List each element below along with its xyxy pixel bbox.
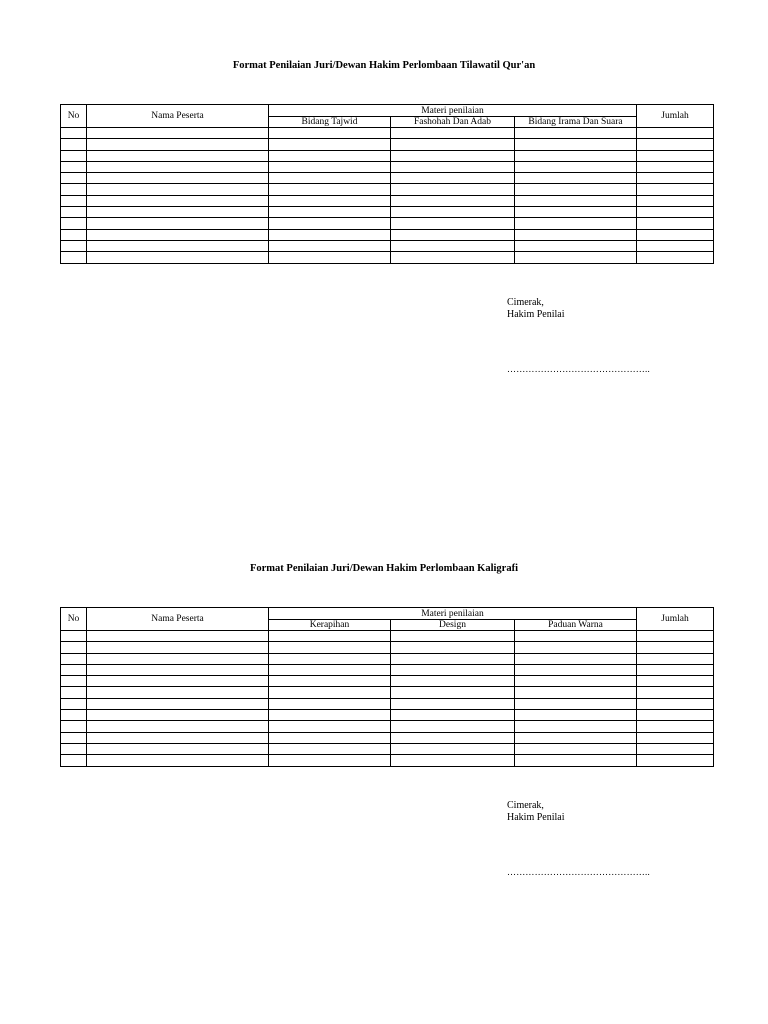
- cell-jumlah: [637, 218, 714, 229]
- cell-score-2: [391, 755, 515, 766]
- cell-score-3: [515, 173, 637, 184]
- signature-block: [507, 297, 565, 321]
- cell-nama-peserta: [87, 161, 269, 172]
- cell-no: [61, 173, 87, 184]
- cell-no: [61, 732, 87, 743]
- table-row: [61, 229, 714, 240]
- cell-jumlah: [637, 642, 714, 653]
- table-row: [61, 732, 714, 743]
- cell-score-1: [269, 252, 391, 263]
- signature-line: ………………………………………..: [507, 867, 650, 877]
- header-materi-penilaian: Materi penilaian: [269, 105, 637, 117]
- cell-score-2: [391, 642, 515, 653]
- signature-place: Cimerak,: [507, 297, 544, 308]
- cell-nama-peserta: [87, 687, 269, 698]
- cell-score-3: [515, 698, 637, 709]
- cell-nama-peserta: [87, 732, 269, 743]
- table-row: [61, 195, 714, 206]
- cell-jumlah: [637, 631, 714, 642]
- cell-score-1: [269, 139, 391, 150]
- cell-no: [61, 755, 87, 766]
- cell-score-1: [269, 664, 391, 675]
- cell-score-2: [391, 721, 515, 732]
- cell-score-2: [391, 139, 515, 150]
- cell-score-3: [515, 687, 637, 698]
- cell-score-1: [269, 161, 391, 172]
- table-row: [61, 743, 714, 754]
- cell-score-3: [515, 252, 637, 263]
- cell-jumlah: [637, 698, 714, 709]
- table-row: [61, 218, 714, 229]
- cell-score-1: [269, 184, 391, 195]
- table-row: [61, 710, 714, 721]
- cell-score-3: [515, 195, 637, 206]
- cell-nama-peserta: [87, 207, 269, 218]
- table-row: [61, 698, 714, 709]
- cell-no: [61, 664, 87, 675]
- cell-score-2: [391, 698, 515, 709]
- cell-score-1: [269, 743, 391, 754]
- signature-line: ………………………………………..: [507, 364, 650, 374]
- cell-score-2: [391, 676, 515, 687]
- cell-score-3: [515, 710, 637, 721]
- cell-jumlah: [637, 653, 714, 664]
- table-row: [61, 139, 714, 150]
- cell-nama-peserta: [87, 150, 269, 161]
- table-row: [61, 240, 714, 251]
- table-row: [61, 207, 714, 218]
- cell-nama-peserta: [87, 676, 269, 687]
- cell-jumlah: [637, 173, 714, 184]
- cell-no: [61, 128, 87, 139]
- cell-no: [61, 743, 87, 754]
- header-nama-peserta: Nama Peserta: [87, 608, 269, 631]
- cell-score-3: [515, 207, 637, 218]
- cell-no: [61, 653, 87, 664]
- header-sub-3: Bidang Irama Dan Suara: [515, 117, 637, 128]
- header-no: No: [61, 608, 87, 631]
- table-row: [61, 150, 714, 161]
- cell-score-3: [515, 755, 637, 766]
- cell-jumlah: [637, 710, 714, 721]
- cell-no: [61, 184, 87, 195]
- cell-score-3: [515, 664, 637, 675]
- cell-nama-peserta: [87, 128, 269, 139]
- cell-jumlah: [637, 676, 714, 687]
- cell-jumlah: [637, 664, 714, 675]
- cell-no: [61, 676, 87, 687]
- cell-score-2: [391, 710, 515, 721]
- cell-score-3: [515, 642, 637, 653]
- cell-score-1: [269, 240, 391, 251]
- cell-score-3: [515, 240, 637, 251]
- cell-no: [61, 631, 87, 642]
- cell-no: [61, 150, 87, 161]
- cell-nama-peserta: [87, 139, 269, 150]
- cell-jumlah: [637, 195, 714, 206]
- cell-score-3: [515, 139, 637, 150]
- cell-nama-peserta: [87, 173, 269, 184]
- cell-no: [61, 139, 87, 150]
- cell-no: [61, 687, 87, 698]
- cell-jumlah: [637, 128, 714, 139]
- header-jumlah: Jumlah: [637, 608, 714, 631]
- cell-no: [61, 642, 87, 653]
- table-row: [61, 664, 714, 675]
- cell-score-2: [391, 743, 515, 754]
- cell-score-2: [391, 229, 515, 240]
- cell-score-1: [269, 755, 391, 766]
- cell-nama-peserta: [87, 642, 269, 653]
- header-sub-1: Bidang Tajwid: [269, 117, 391, 128]
- cell-score-3: [515, 161, 637, 172]
- cell-nama-peserta: [87, 743, 269, 754]
- cell-nama-peserta: [87, 184, 269, 195]
- cell-jumlah: [637, 755, 714, 766]
- score-table: [60, 607, 714, 767]
- cell-nama-peserta: [87, 664, 269, 675]
- cell-score-3: [515, 150, 637, 161]
- cell-no: [61, 710, 87, 721]
- cell-score-1: [269, 642, 391, 653]
- cell-score-2: [391, 664, 515, 675]
- cell-no: [61, 218, 87, 229]
- table-row: [61, 252, 714, 263]
- cell-score-1: [269, 721, 391, 732]
- cell-score-2: [391, 732, 515, 743]
- cell-score-2: [391, 195, 515, 206]
- cell-nama-peserta: [87, 229, 269, 240]
- score-table: [60, 104, 714, 264]
- table-row: [61, 173, 714, 184]
- header-nama-peserta: Nama Peserta: [87, 105, 269, 128]
- cell-no: [61, 229, 87, 240]
- cell-no: [61, 698, 87, 709]
- cell-jumlah: [637, 687, 714, 698]
- cell-nama-peserta: [87, 721, 269, 732]
- cell-nama-peserta: [87, 710, 269, 721]
- cell-no: [61, 207, 87, 218]
- cell-nama-peserta: [87, 252, 269, 263]
- cell-score-1: [269, 732, 391, 743]
- cell-nama-peserta: [87, 631, 269, 642]
- table-row: [61, 631, 714, 642]
- cell-score-2: [391, 173, 515, 184]
- cell-score-1: [269, 150, 391, 161]
- cell-score-3: [515, 218, 637, 229]
- table-row: [61, 184, 714, 195]
- cell-score-2: [391, 218, 515, 229]
- header-jumlah: Jumlah: [637, 105, 714, 128]
- cell-score-2: [391, 150, 515, 161]
- cell-jumlah: [637, 207, 714, 218]
- cell-score-2: [391, 184, 515, 195]
- cell-score-1: [269, 128, 391, 139]
- cell-score-1: [269, 710, 391, 721]
- cell-score-3: [515, 184, 637, 195]
- cell-jumlah: [637, 732, 714, 743]
- cell-nama-peserta: [87, 218, 269, 229]
- cell-jumlah: [637, 161, 714, 172]
- table-row: [61, 128, 714, 139]
- cell-score-1: [269, 698, 391, 709]
- cell-score-3: [515, 631, 637, 642]
- signature-block: [507, 800, 565, 824]
- cell-nama-peserta: [87, 755, 269, 766]
- cell-no: [61, 721, 87, 732]
- cell-score-3: [515, 743, 637, 754]
- cell-score-1: [269, 676, 391, 687]
- signature-place: Cimerak,: [507, 800, 544, 811]
- table-row: [61, 721, 714, 732]
- cell-jumlah: [637, 240, 714, 251]
- cell-score-2: [391, 687, 515, 698]
- cell-score-3: [515, 721, 637, 732]
- cell-jumlah: [637, 139, 714, 150]
- cell-score-2: [391, 631, 515, 642]
- cell-jumlah: [637, 184, 714, 195]
- header-materi-penilaian: Materi penilaian: [269, 608, 637, 620]
- cell-nama-peserta: [87, 240, 269, 251]
- header-sub-1: Kerapihan: [269, 620, 391, 631]
- cell-nama-peserta: [87, 698, 269, 709]
- cell-jumlah: [637, 150, 714, 161]
- table-row: [61, 676, 714, 687]
- signature-role: Hakim Penilai: [507, 812, 565, 823]
- cell-score-3: [515, 676, 637, 687]
- cell-score-2: [391, 252, 515, 263]
- form-title: Format Penilaian Juri/Dewan Hakim Perlombaan Tilawatil Qur'an: [232, 60, 536, 71]
- cell-score-1: [269, 229, 391, 240]
- cell-no: [61, 252, 87, 263]
- cell-jumlah: [637, 721, 714, 732]
- signature-role: Hakim Penilai: [507, 309, 565, 320]
- cell-nama-peserta: [87, 195, 269, 206]
- table-row: [61, 687, 714, 698]
- cell-score-3: [515, 653, 637, 664]
- cell-no: [61, 195, 87, 206]
- cell-score-1: [269, 207, 391, 218]
- cell-score-3: [515, 732, 637, 743]
- table-row: [61, 755, 714, 766]
- table-row: [61, 653, 714, 664]
- cell-jumlah: [637, 743, 714, 754]
- cell-score-3: [515, 229, 637, 240]
- cell-jumlah: [637, 252, 714, 263]
- form-title: Format Penilaian Juri/Dewan Hakim Perlombaan Kaligrafi: [249, 563, 519, 574]
- table-row: [61, 642, 714, 653]
- cell-score-1: [269, 173, 391, 184]
- cell-score-2: [391, 653, 515, 664]
- cell-score-1: [269, 195, 391, 206]
- cell-score-2: [391, 207, 515, 218]
- cell-score-1: [269, 687, 391, 698]
- cell-jumlah: [637, 229, 714, 240]
- cell-no: [61, 161, 87, 172]
- header-sub-2: Fashohah Dan Adab: [391, 117, 515, 128]
- cell-nama-peserta: [87, 653, 269, 664]
- cell-score-2: [391, 128, 515, 139]
- cell-score-1: [269, 218, 391, 229]
- cell-no: [61, 240, 87, 251]
- header-no: No: [61, 105, 87, 128]
- header-sub-2: Design: [391, 620, 515, 631]
- table-row: [61, 161, 714, 172]
- cell-score-1: [269, 653, 391, 664]
- cell-score-3: [515, 128, 637, 139]
- cell-score-2: [391, 161, 515, 172]
- header-sub-3: Paduan Warna: [515, 620, 637, 631]
- cell-score-2: [391, 240, 515, 251]
- cell-score-1: [269, 631, 391, 642]
